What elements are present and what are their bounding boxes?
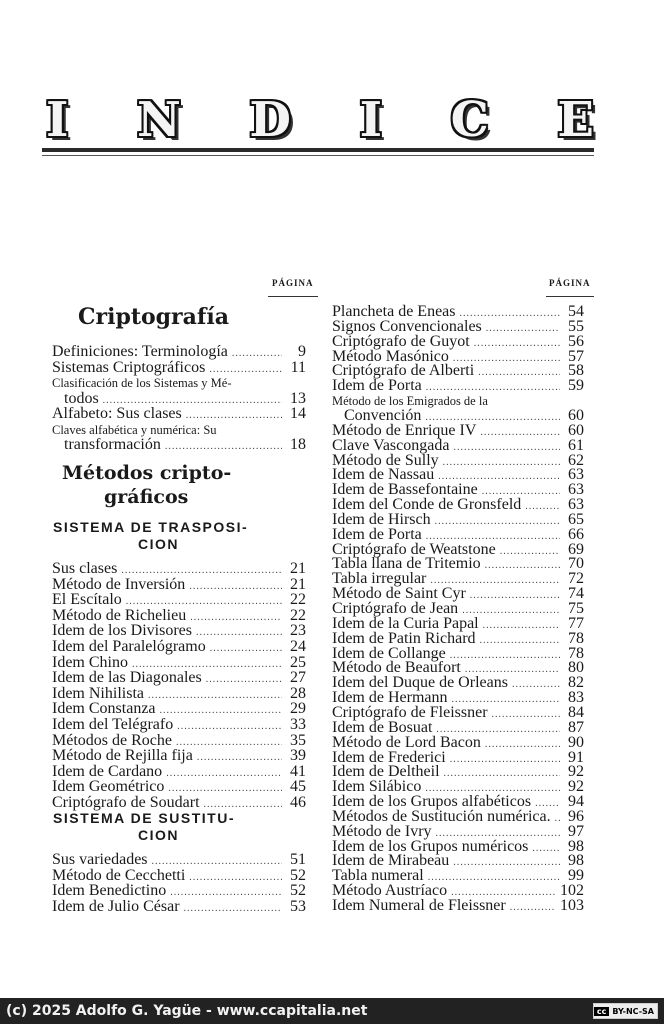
- page-number: 41: [290, 762, 306, 780]
- dot-leader: [232, 347, 282, 361]
- dot-leader: [510, 901, 556, 915]
- page-number: 60: [568, 406, 584, 424]
- title-letter: I: [46, 92, 69, 148]
- toc-entry-title: Criptógrafo de Fleissner: [332, 703, 488, 721]
- page-number: 97: [568, 822, 584, 840]
- metodos-heading-line1: Métodos cripto-: [62, 462, 232, 484]
- dot-leader: [189, 580, 282, 594]
- page-number: 75: [568, 600, 584, 617]
- toc-entry-title: Idem de Bassefontaine: [332, 481, 478, 499]
- trasposicion-heading-line2: CION: [138, 536, 179, 552]
- toc-entry-title: Idem de Hirsch: [332, 510, 431, 528]
- index-title: [46, 92, 594, 148]
- page-number: 90: [568, 733, 584, 751]
- page-number: 24: [290, 638, 306, 655]
- page-number: 22: [290, 591, 306, 609]
- toc-entry-title: Idem del Telégrafo: [52, 716, 174, 733]
- sustitucion-heading-line1: SISTEMA DE SUSTITU-: [53, 810, 235, 826]
- toc-entry: [52, 796, 306, 812]
- toc-entry: [64, 438, 306, 454]
- toc-entry-title: Métodos de Roche: [52, 731, 172, 749]
- toc-entry-title: Idem de Porta: [332, 377, 422, 395]
- toc-entry-text: Claves alfabética y numérica: Su: [52, 422, 217, 437]
- toc-entry-title: Idem de la Curia Papal: [332, 614, 479, 632]
- toc-entry-title: Tabla numeral: [332, 867, 424, 885]
- page-number: 98: [568, 852, 584, 870]
- toc-entry: [332, 379, 584, 395]
- toc-entry-title: Idem Silábico: [332, 778, 422, 796]
- toc-entry-title: Criptógrafo de Jean: [332, 600, 459, 617]
- sustitucion-heading-line2: CION: [138, 827, 179, 843]
- page-number: 21: [290, 560, 306, 577]
- criptografia-heading: Criptografía: [78, 304, 229, 330]
- page-number: 63: [568, 496, 584, 514]
- page-number: 83: [568, 689, 584, 707]
- page-number: 28: [290, 684, 306, 702]
- toc-entry-title: Alfabeto: Sus clases: [52, 405, 182, 422]
- toc-entry-title: todos: [64, 389, 99, 407]
- page-number: 65: [568, 510, 584, 528]
- toc-entry-title: Método Masónico: [332, 347, 449, 365]
- title-letter: E: [557, 92, 594, 148]
- dot-leader: [197, 751, 282, 765]
- dot-leader: [184, 902, 282, 916]
- page-number: 58: [568, 362, 584, 380]
- toc-entry-title: Signos Convencionales: [332, 317, 482, 335]
- toc-entry-title: Idem de Julio César: [52, 897, 180, 915]
- toc-entry-title: El Escítalo: [52, 591, 122, 609]
- left-header-rule: [268, 296, 318, 297]
- page-number: 62: [568, 451, 584, 469]
- toc-entry-title: Plancheta de Eneas: [332, 303, 456, 320]
- toc-entry-title: Criptógrafo de Weatstone: [332, 540, 496, 558]
- page-number: 46: [290, 794, 306, 811]
- toc-entry-title: Idem Chino: [52, 653, 128, 671]
- toc-entry-title: Idem de Nassau: [332, 466, 435, 484]
- toc-entry-title: Idem de las Diagonales: [52, 669, 202, 687]
- toc-entry-title: Método Austríaco: [332, 882, 448, 900]
- page-number: 13: [290, 389, 306, 407]
- toc-entry-title: Método de Ivry: [332, 822, 432, 840]
- page-number: 63: [568, 481, 584, 499]
- page-number: 74: [568, 585, 584, 603]
- page-number: 11: [290, 358, 306, 376]
- title-letter: C: [450, 92, 489, 148]
- dot-leader: [210, 642, 282, 656]
- license-label: BY-NC-SA: [612, 1006, 654, 1016]
- toc-entry-title: Métodos de Sustitución numérica.: [332, 807, 551, 825]
- title-letter: I: [359, 92, 383, 148]
- dot-leader: [170, 886, 282, 900]
- page-number: 87: [568, 718, 584, 736]
- toc-entry-title: Método de Saint Cyr: [332, 585, 466, 603]
- page-number: 78: [568, 644, 584, 662]
- page-number: 9: [298, 343, 306, 360]
- dot-leader: [209, 363, 282, 377]
- page-number: 59: [568, 377, 584, 395]
- dot-leader: [206, 673, 282, 687]
- page-number: 72: [568, 570, 584, 588]
- page-number: 92: [568, 763, 584, 781]
- page-number: 77: [568, 614, 584, 632]
- toc-entry-title: Idem de Hermann: [332, 689, 448, 707]
- toc-entry-title: Idem del Duque de Orleans: [332, 674, 508, 692]
- page-number: 45: [290, 778, 306, 796]
- toc-entry-title: Convención: [344, 406, 422, 424]
- title-letter: N: [137, 92, 181, 148]
- page-number: 25: [290, 653, 306, 671]
- cc-license-badge[interactable]: [593, 1003, 658, 1019]
- page-number: 63: [568, 466, 584, 484]
- toc-entry-title: Criptógrafo de Alberti: [332, 362, 475, 380]
- dot-leader: [204, 798, 282, 812]
- toc-entry-title: Idem Geométrico: [52, 778, 165, 796]
- page-number: 103: [560, 897, 584, 914]
- page-number: 94: [568, 793, 584, 811]
- page-number: 57: [568, 347, 584, 365]
- page-number: 69: [568, 540, 584, 558]
- toc-entry-text: Clasificación de los Sistemas y Mé-: [52, 376, 232, 390]
- page-number: 55: [568, 317, 584, 335]
- toc-entry: [52, 407, 306, 423]
- toc-entry-title: Sus variedades: [52, 851, 148, 868]
- toc-entry-title: Idem de Patin Richard: [332, 629, 476, 647]
- page-number: 91: [568, 748, 584, 766]
- toc-entry-title: Idem del Paralelógramo: [52, 638, 206, 655]
- metodos-heading-line2: gráficos: [104, 486, 189, 508]
- page-number: 60: [568, 421, 584, 439]
- toc-entry-title: Método de Lord Bacon: [332, 733, 481, 751]
- page-number: 98: [568, 837, 584, 855]
- toc-entry-title: Idem Numeral de Fleissner: [332, 897, 506, 914]
- page-number: 52: [290, 866, 306, 884]
- copyright-text: (c) 2025 Adolfo G. Yagüe - www.ccapitalia.net: [6, 1003, 368, 1019]
- page-number: 21: [290, 575, 306, 593]
- toc-entry-title: Idem de Porta: [332, 525, 422, 543]
- toc-entry-title: Idem de Frederici: [332, 748, 446, 766]
- page-number: 33: [290, 716, 306, 733]
- dot-leader: [148, 689, 282, 703]
- title-rule-thin: [42, 155, 594, 156]
- page-number: 102: [560, 882, 584, 900]
- dot-leader: [189, 871, 282, 885]
- page-number: 18: [290, 436, 306, 453]
- toc-entry: [52, 897, 306, 916]
- toc-entry-title: Clave Vascongada: [332, 436, 450, 454]
- page-number: 80: [568, 659, 584, 677]
- page-number: 84: [568, 703, 584, 721]
- page-number: 96: [568, 807, 584, 825]
- copyright-footer: [0, 998, 664, 1024]
- toc-entry: [332, 899, 584, 915]
- toc-entry-title: Idem de los Divisores: [52, 622, 192, 640]
- toc-entry-title: Criptógrafo de Guyot: [332, 332, 470, 350]
- toc-entry-title: Definiciones: Terminología: [52, 343, 228, 360]
- title-rule: [42, 148, 594, 152]
- toc-entry-title: Idem de Cardano: [52, 762, 163, 780]
- page-number: 99: [568, 867, 584, 885]
- toc-entry-title: Tabla irregular: [332, 570, 427, 588]
- page-number: 52: [290, 882, 306, 900]
- page-number: 35: [290, 731, 306, 749]
- page-number: 54: [568, 303, 584, 320]
- toc-entry-title: Idem de Deltheil: [332, 763, 440, 781]
- dot-leader: [160, 704, 282, 718]
- toc-entry-title: Sus clases: [52, 560, 118, 577]
- page-number: 53: [290, 897, 306, 915]
- toc-entry-title: Idem de Mirabeau: [332, 852, 450, 870]
- toc-entry-title: Idem Nihilista: [52, 684, 144, 702]
- dot-leader: [166, 767, 282, 781]
- toc-entry-title: Método de Cecchetti: [52, 866, 186, 884]
- cc-icon: cc: [594, 1007, 609, 1016]
- toc-entry-title: Idem del Conde de Gronsfeld: [332, 496, 522, 514]
- toc-entry-title: Método de Inversión: [52, 575, 186, 593]
- page-number: 39: [290, 747, 306, 765]
- right-page-header: PÁGINA: [549, 278, 591, 288]
- toc-entry-title: Método de Richelieu: [52, 606, 187, 624]
- page-number: 61: [568, 436, 584, 454]
- page-number: 27: [290, 669, 306, 687]
- page-number: 22: [290, 606, 306, 624]
- toc-entry-title: Idem Constanza: [52, 700, 156, 718]
- dot-leader: [190, 611, 282, 625]
- toc-entry: [52, 358, 306, 377]
- page-number: 70: [568, 555, 584, 573]
- toc-entry-title: Tabla llana de Tritemio: [332, 555, 481, 573]
- toc-entry-text: Método de los Emigrados de la: [332, 394, 488, 409]
- toc-entry-title: Método de Beaufort: [332, 659, 461, 677]
- page-number: 78: [568, 629, 584, 647]
- toc-entry-title: Idem de Collange: [332, 644, 446, 662]
- left-page-header: PÁGINA: [272, 278, 314, 288]
- toc-entry-title: transformación: [64, 436, 161, 453]
- toc-entry-title: Método de Sully: [332, 451, 439, 469]
- page-number: 82: [568, 674, 584, 692]
- page-number: 23: [290, 622, 306, 640]
- page-number: 14: [290, 405, 306, 422]
- title-letter: D: [249, 92, 292, 148]
- toc-entry-title: Idem Benedictino: [52, 882, 167, 900]
- page-number: 92: [568, 778, 584, 796]
- page-number: 66: [568, 525, 584, 543]
- page-number: 29: [290, 700, 306, 718]
- toc-entry-title: Método de Rejilla fija: [52, 747, 193, 765]
- toc-entry-title: Idem de los Grupos alfabéticos: [332, 793, 532, 811]
- dot-leader: [186, 409, 282, 423]
- right-header-rule: [546, 296, 594, 297]
- page-number: 56: [568, 332, 584, 350]
- toc-entry-title: Idem de los Grupos numéricos: [332, 837, 529, 855]
- dot-leader: [196, 626, 282, 640]
- toc-entry-title: Método de Enrique IV: [332, 421, 477, 439]
- toc-entry-title: Criptógrafo de Soudart: [52, 794, 200, 811]
- trasposicion-heading-line1: SISTEMA DE TRASPOSI-: [53, 519, 249, 535]
- toc-entry-title: Idem de Bosuat: [332, 718, 433, 736]
- dot-leader: [165, 440, 282, 454]
- dot-leader: [177, 720, 282, 734]
- toc-entry-title: Sistemas Criptográficos: [52, 358, 206, 376]
- page-number: 51: [290, 851, 306, 868]
